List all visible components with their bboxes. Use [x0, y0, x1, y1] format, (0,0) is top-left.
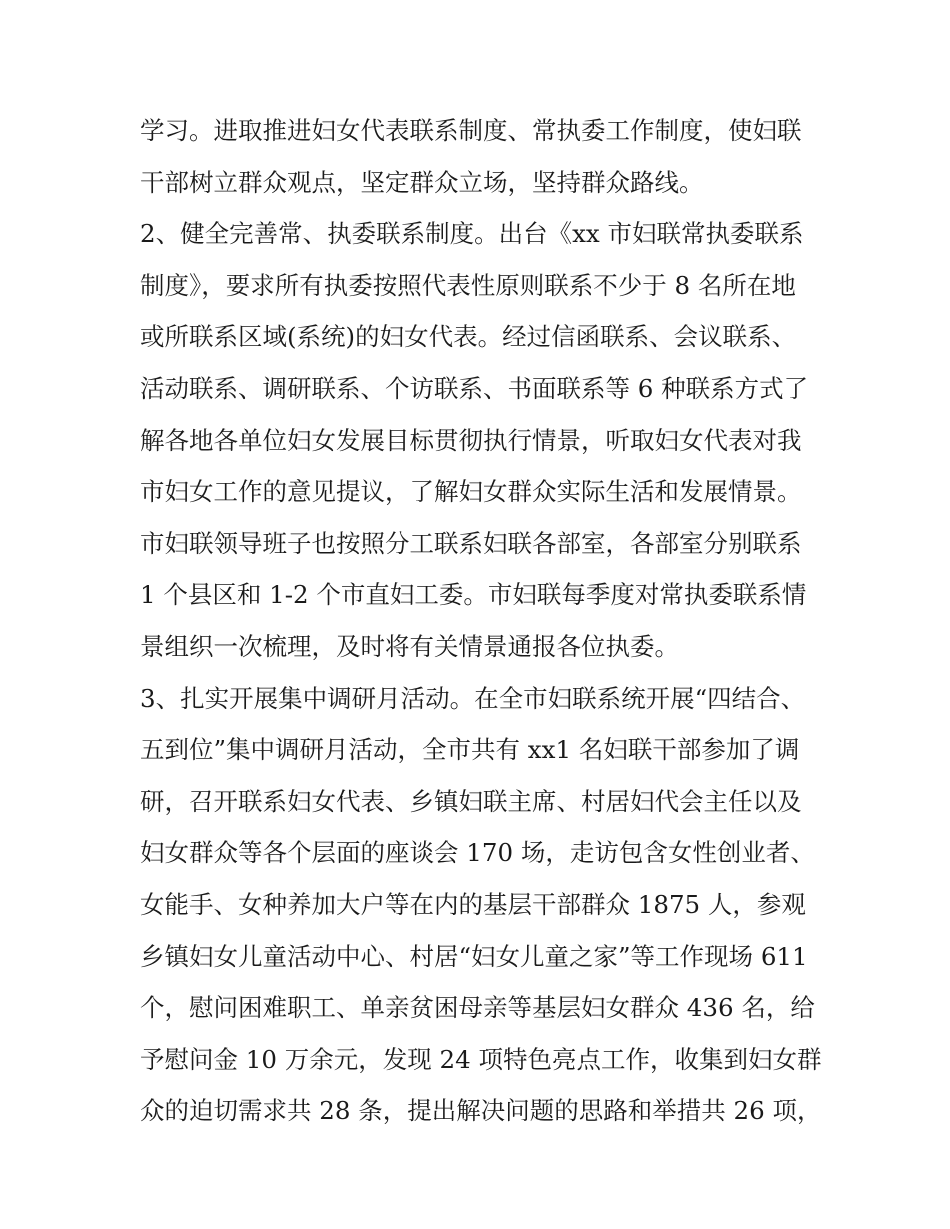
text-line: 制度》，要求所有执委按照代表性原则联系不少于 8 名所在地: [140, 270, 796, 300]
text-line: 女能手、女种养加大户等在内的基层干部群众 1875 人，参观: [140, 889, 806, 919]
text-line: 3、扎实开展集中调研月活动。在全市妇联系统开展“四结合、: [140, 683, 806, 713]
text-line: 活动联系、调研联系、个访联系、书面联系等 6 种联系方式了: [140, 373, 809, 403]
text-line: 解各地各单位妇女发展目标贯彻执行情景，听取妇女代表对我: [140, 425, 802, 455]
text-line: 景组织一次梳理，及时将有关情景通报各位执委。: [140, 631, 679, 661]
text-line: 研，召开联系妇女代表、乡镇妇联主席、村居妇代会主任以及: [140, 786, 802, 816]
text-line: 2、健全完善常、执委联系制度。出台《xx 市妇联常执委联系: [140, 219, 804, 249]
body-text: [140, 105, 830, 1137]
text-line: 市妇联领导班子也按照分工联系妇联各部室，各部室分别联系: [140, 528, 802, 558]
text-line: 众的迫切需求共 28 条，提出解决问题的思路和举措共 26 项，: [140, 1096, 822, 1126]
text-line: 乡镇妇女儿童活动中心、村居“妇女儿童之家”等工作现场 611: [140, 941, 808, 971]
text-line: 市妇女工作的意见提议，了解妇女群众实际生活和发展情景。: [140, 477, 802, 507]
text-line: 或所联系区域(系统)的妇女代表。经过信函联系、会议联系、: [140, 322, 797, 352]
text-line: 干部树立群众观点，坚定群众立场，坚持群众路线。: [140, 167, 704, 197]
text-line: 学习。进取推进妇女代表联系制度、常执委工作制度，使妇联: [140, 116, 802, 145]
text-line: 1 个县区和 1-2 个市直妇工委。市妇联每季度对常执委联系情: [140, 580, 807, 610]
text-line: 个，慰问困难职工、单亲贫困母亲等基层妇女群众 436 名，给: [140, 993, 815, 1023]
text-line: 予慰问金 10 万余元，发现 24 项特色亮点工作，收集到妇女群: [140, 1044, 822, 1074]
text-line: 五到位”集中调研月活动，全市共有 xx1 名妇联干部参加了调: [140, 735, 800, 765]
text-line: 妇女群众等各个层面的座谈会 170 场，走访包含女性创业者、: [140, 838, 815, 868]
